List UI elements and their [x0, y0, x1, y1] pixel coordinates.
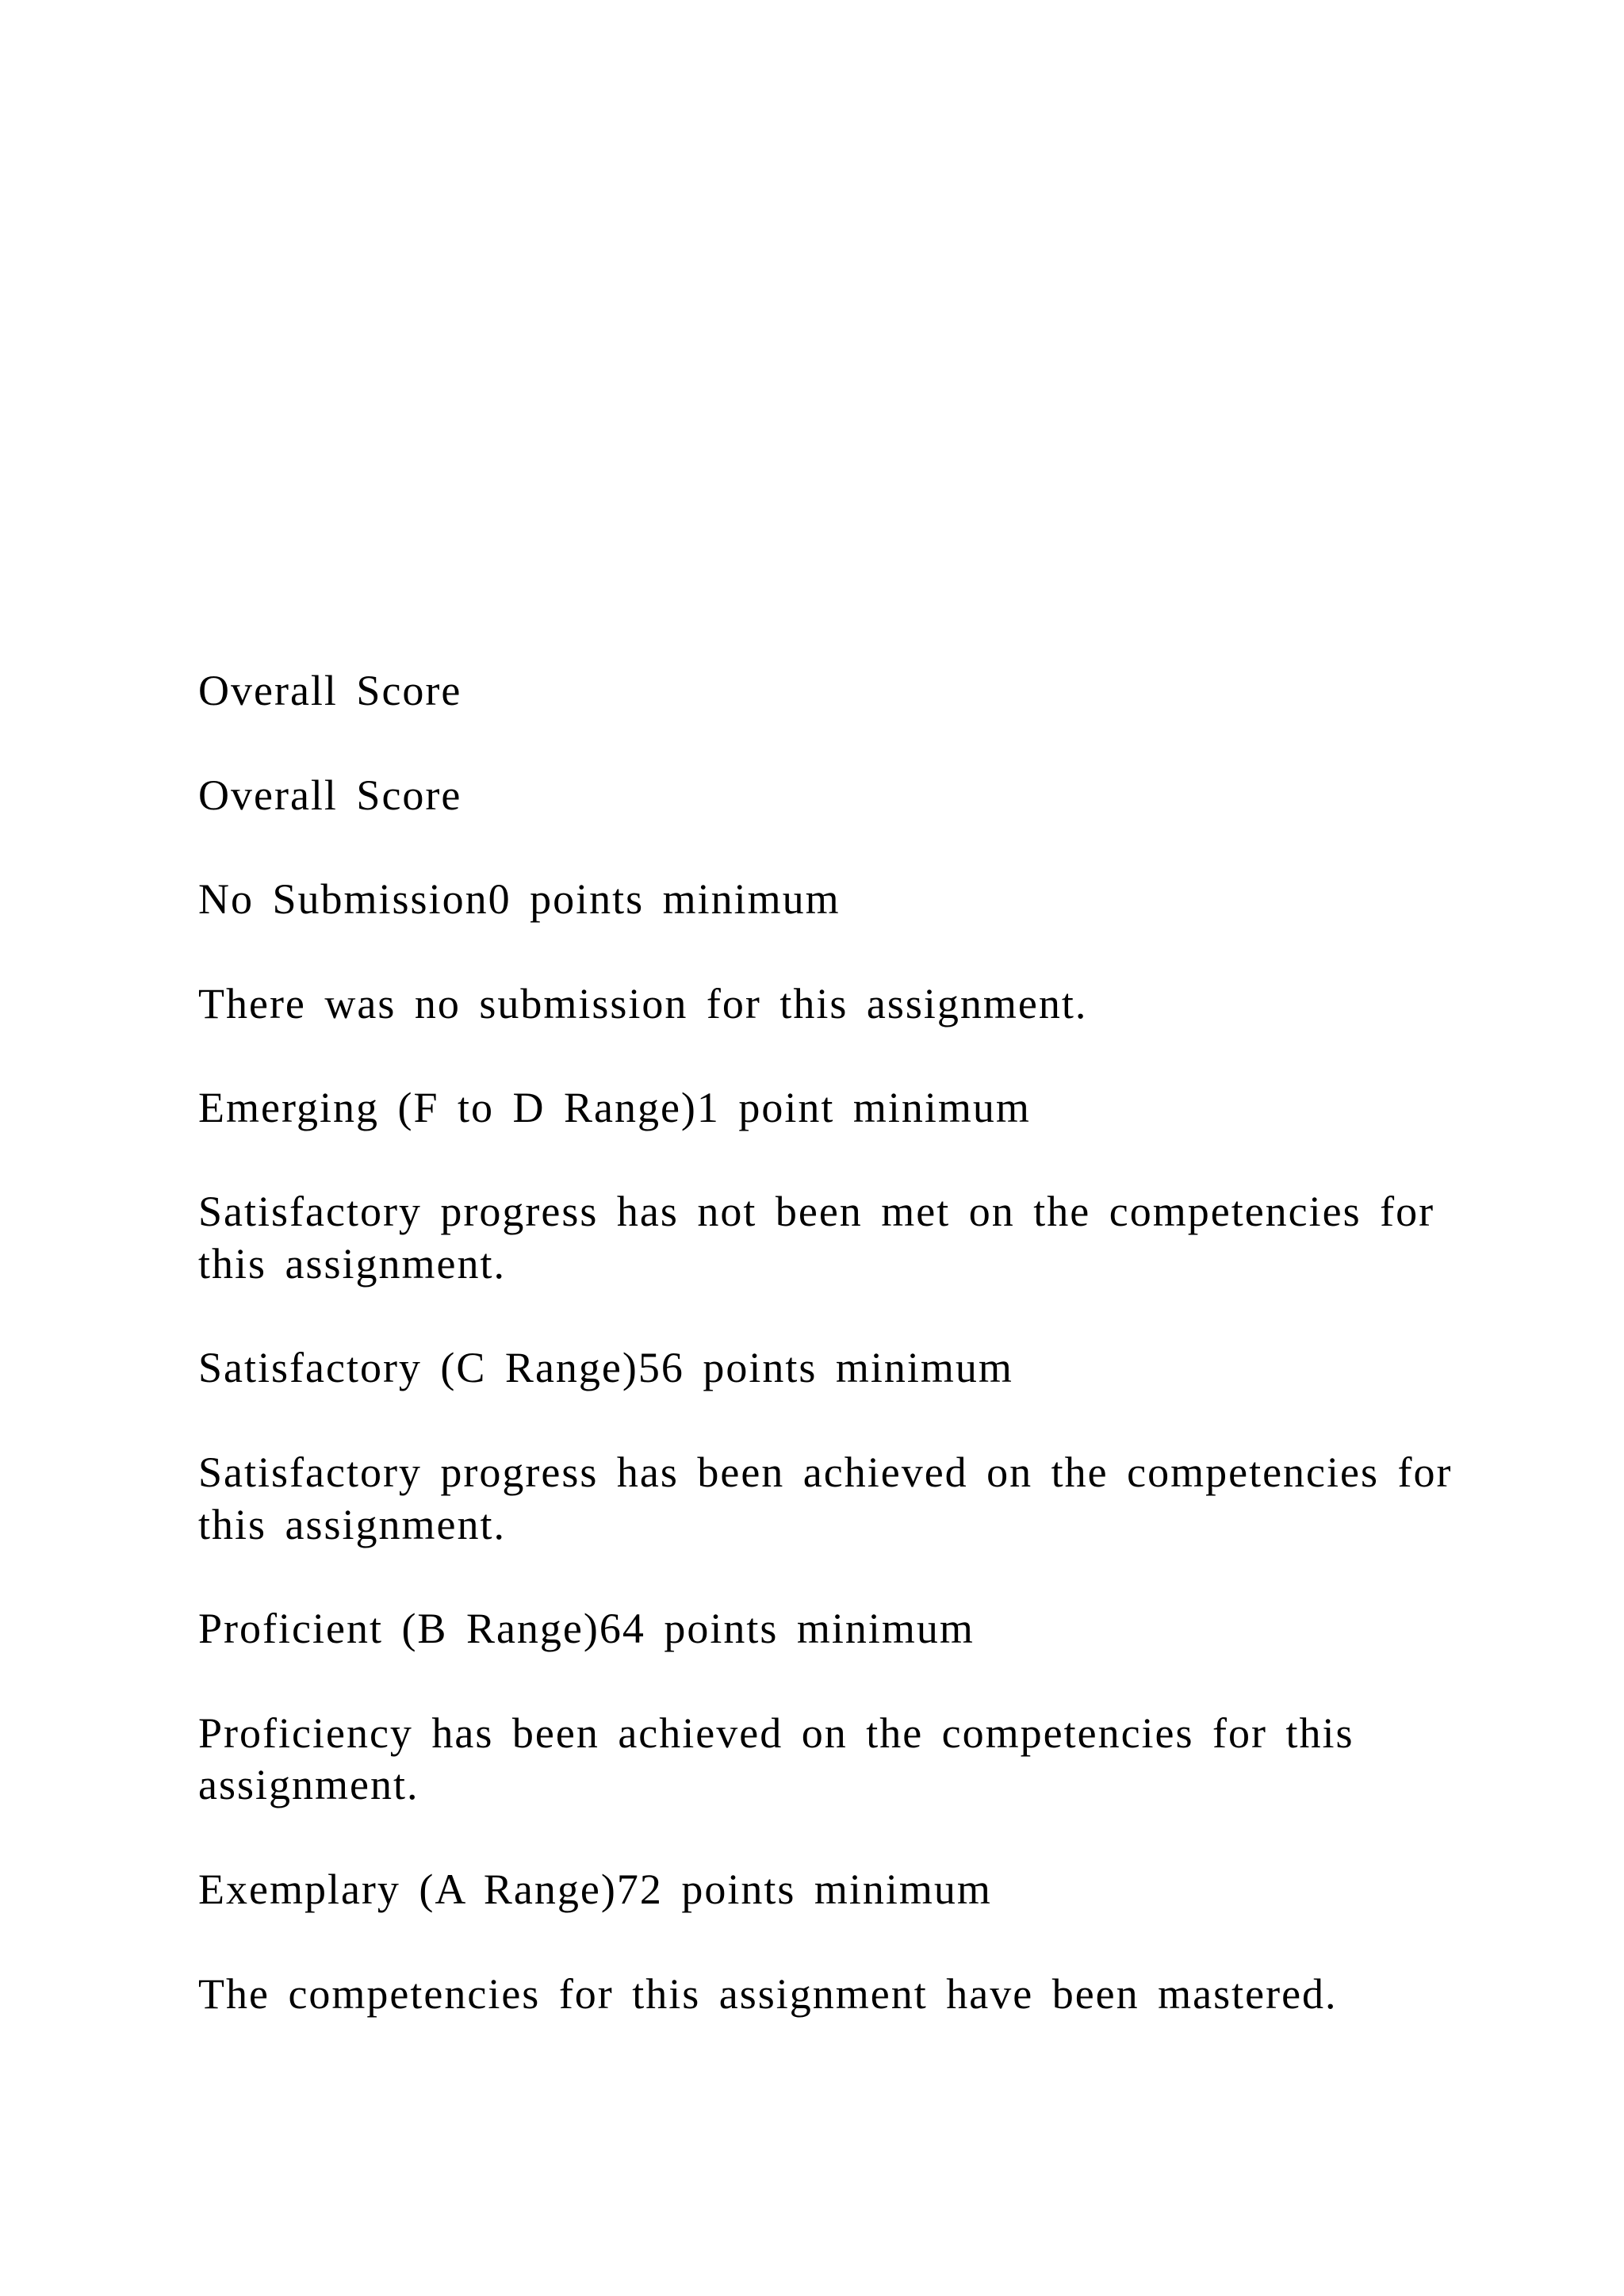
level-label-proficient: Proficient (B Range)64 points minimum: [198, 1605, 975, 1652]
level-label-emerging: Emerging (F to D Range)1 point minimum: [198, 1084, 1031, 1131]
level-description-proficient-line-1: Proficiency has been achieved on the competencies for this: [198, 1709, 1354, 1757]
level-description-no-submission: There was no submission for this assignment.: [198, 980, 1088, 1027]
level-description-exemplary: The competencies for this assignment have been mastered.: [198, 1970, 1338, 2018]
level-label-satisfactory: Satisfactory (C Range)56 points minimum: [198, 1344, 1013, 1391]
overall-score-subheading: Overall Score: [198, 771, 462, 819]
level-description-satisfactory-line-2: this assignment.: [198, 1501, 506, 1548]
overall-score-heading: Overall Score: [198, 667, 462, 714]
level-label-exemplary: Exemplary (A Range)72 points minimum: [198, 1866, 992, 1913]
level-description-emerging-line-1: Satisfactory progress has not been met on the competencies for: [198, 1188, 1435, 1235]
level-description-satisfactory-line-1: Satisfactory progress has been achieved on the competencies for: [198, 1448, 1453, 1496]
level-description-emerging-line-2: this assignment.: [198, 1240, 506, 1288]
level-label-no-submission: No Submission0 points minimum: [198, 875, 841, 923]
level-description-proficient-line-2: assignment.: [198, 1761, 419, 1808]
